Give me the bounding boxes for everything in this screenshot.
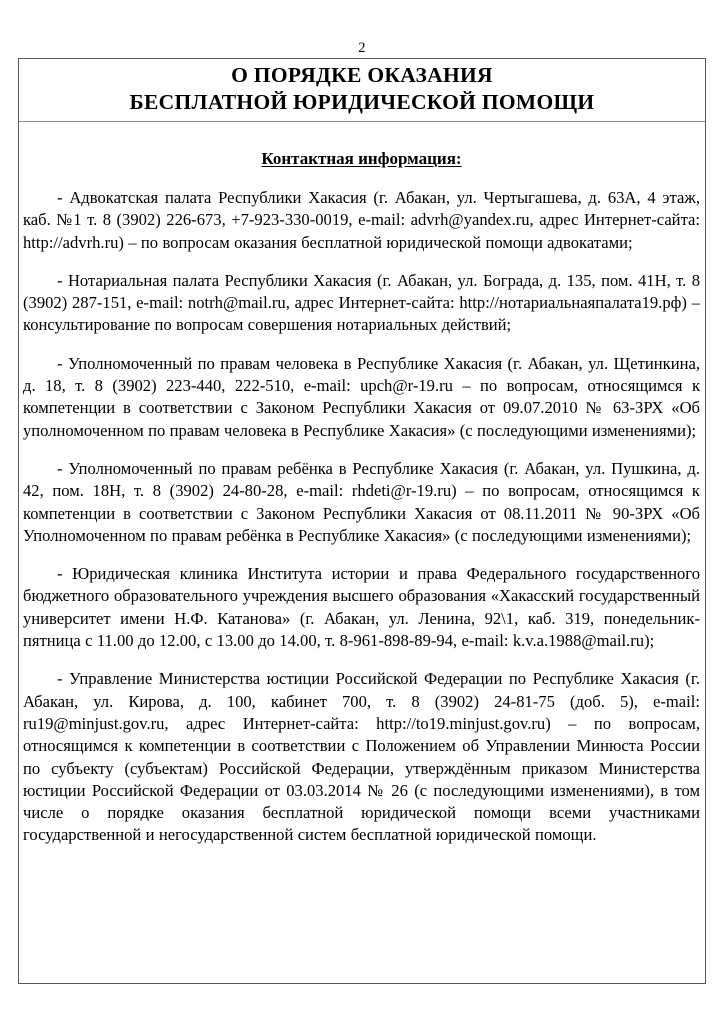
document-body-cell	[19, 148, 705, 847]
document-title-cell	[19, 59, 705, 122]
contact-entry-notary-chamber: - Нотариальная палата Республики Хакасия (г. Абакан, ул. Бограда, д. 135, пом. 41Н, т. 8 (3902) 287-151, e-mail: notrh@mail.ru, адрес Интернет-сайта: http://нотариальнаяпалата19.рф) – консультирование по вопросам совершения нотариальных действий;	[23, 270, 700, 335]
contact-entry-childrens-rights-commissioner: - Уполномоченный по правам ребёнка в Республике Хакасия (г. Абакан, ул. Пушкина, д. 42, пом. 18Н, т. 8 (3902) 24-80-28, e-mail: rhdeti@r-19.ru) – по вопросам, относящимся к компетенции в соответствии с Законом Республики Хакасия от 08.11.2011 № 90-ЗРХ «Об Уполномоченном по правам ребёнка в Республике Хакасия» (с последующими изменениями);	[23, 458, 700, 545]
document-title-line-2: БЕСПЛАТНОЙ ЮРИДИЧЕСКОЙ ПОМОЩИ	[129, 90, 595, 114]
contact-entry-human-rights-commissioner: - Уполномоченный по правам человека в Республике Хакасия (г. Абакан, ул. Щетинкина, д. 18, т. 8 (3902) 223-440, 222-510, e-mail: upch@r-19.ru – по вопросам, относящимся к компетенции в соответствии с Законом Республики Хакасия от 09.07.2010 № 63-ЗРХ «Об уполномоченном по правам человека в Республике Хакасия» (с последующими изменениями);	[23, 353, 700, 440]
page-number: 2	[358, 40, 366, 56]
document-frame	[18, 58, 706, 984]
contact-entry-ministry-of-justice: - Управление Министерства юстиции Российской Федерации по Республике Хакасия (г. Абакан, ул. Кирова, д. 100, кабинет 700, т. 8 (3902) 24-81-75 (доб. 5), e-mail: ru19@minjust.gov.ru, адрес Интернет-сайта: http://to19.minjust.gov.ru) – по вопросам, относящимся к компетенции в соответствии с Положением об Управлении Минюста России по субъекту (субъектам) Российской Федерации, утверждённым приказом Министерства юстиции Российской Федерации от 03.03.2014 № 26 (с последующими изменениями), в том числе о порядке оказания бесплатной юридической помощи всеми участниками государственной и негосударственной систем бесплатной юридической помощи.	[23, 669, 700, 845]
contact-entry-legal-clinic: - Юридическая клиника Института истории и права Федерального государственного бюджетного образовательного учреждения высшего образования «Хакасский государственный университет имени Н.Ф. Катанова» (г. Абакан, ул. Ленина, 92\1, каб. 319, понедельник-пятница с 11.00 до 12.00, с 13.00 до 14.00, т. 8-961-898-89-94, e-mail: k.v.a.1988@mail.ru);	[23, 564, 700, 651]
contact-entry-advocate-chamber: - Адвокатская палата Республики Хакасия (г. Абакан, ул. Чертыгашева, д. 63А, 4 этаж, каб. №1 т. 8 (3902) 226-673, +7-923-330-0019, e-mail: advrh@yandex.ru, адрес Интернет-сайта: http://advrh.ru) – по вопросам оказания бесплатной юридической помощи адвокатами;	[23, 188, 700, 252]
document-title-line-1: О ПОРЯДКЕ ОКАЗАНИЯ	[231, 63, 493, 87]
contact-information-heading	[23, 148, 700, 170]
contact-information-heading-text: Контактная информация:	[261, 149, 462, 168]
